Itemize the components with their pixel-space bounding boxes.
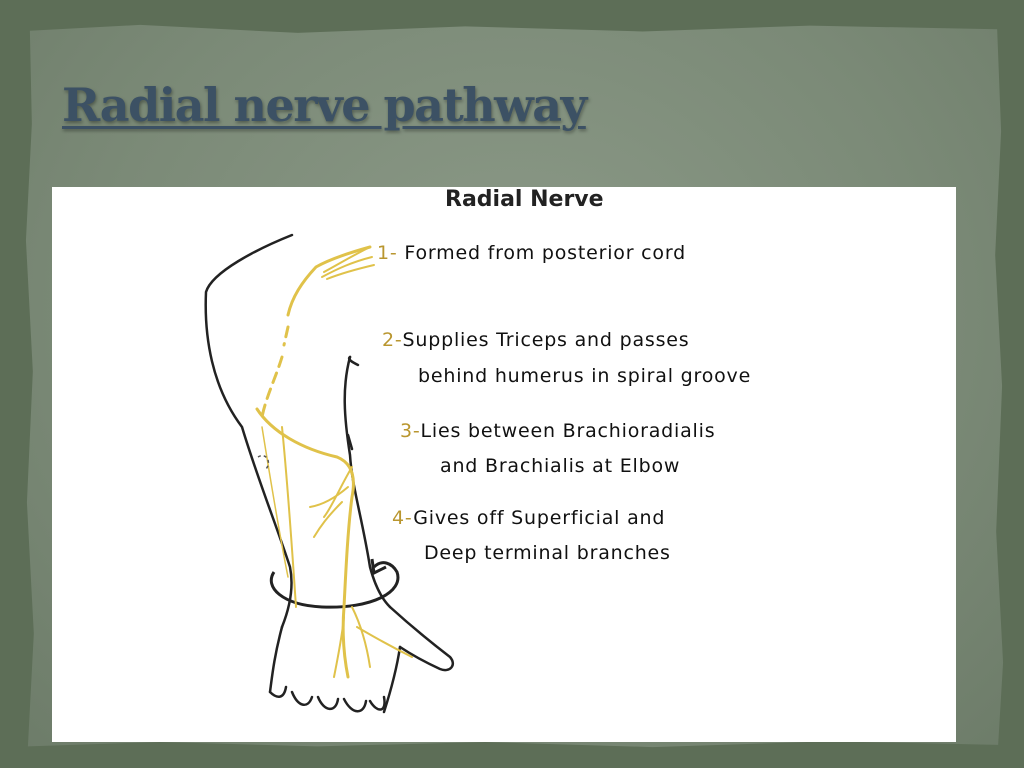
radial-nerve-figure xyxy=(52,187,956,742)
step-4-cont xyxy=(424,542,671,564)
step-1-number: 1- xyxy=(377,242,398,264)
step-4-line-2: Deep terminal branches xyxy=(424,542,671,564)
step-1 xyxy=(377,242,686,264)
figure-title: Radial Nerve xyxy=(445,187,604,212)
step-3-line-1: Lies between Brachioradialis xyxy=(420,420,716,442)
nerve-path xyxy=(257,247,412,677)
step-3-number: 3- xyxy=(400,420,421,442)
step-2-line-2: behind humerus in spiral groove xyxy=(418,365,752,387)
step-2-line-1: Supplies Triceps and passes xyxy=(402,329,690,351)
step-3 xyxy=(400,420,715,442)
step-4-line-1: Gives off Superficial and xyxy=(413,507,666,529)
step-2-number: 2- xyxy=(382,329,403,351)
step-2-cont xyxy=(418,365,751,387)
step-2 xyxy=(382,329,689,351)
step-4-number: 4- xyxy=(392,507,414,529)
slide-title: Radial nerve pathway xyxy=(62,78,586,132)
arm-outline xyxy=(206,235,453,712)
step-4 xyxy=(392,507,665,529)
step-1-line-1: Formed from posterior cord xyxy=(404,242,686,264)
step-3-cont xyxy=(440,455,680,477)
step-3-line-2: and Brachialis at Elbow xyxy=(440,455,681,477)
